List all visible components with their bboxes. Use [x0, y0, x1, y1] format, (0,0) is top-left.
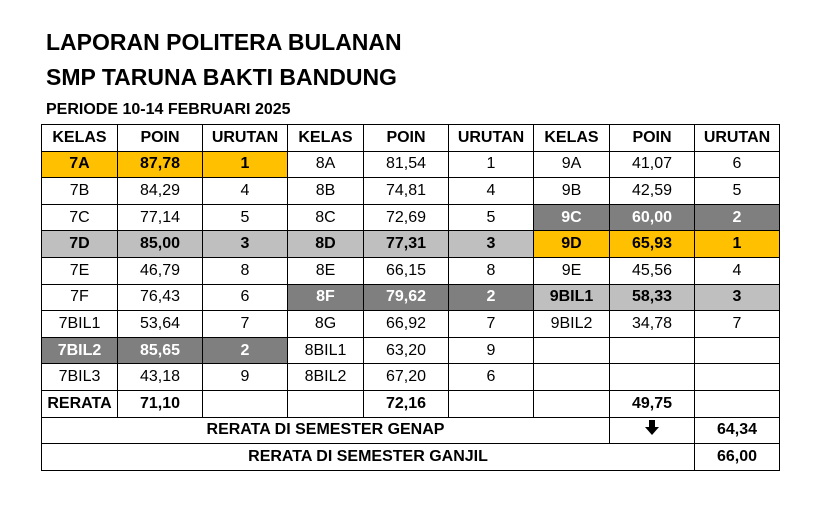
grade9-points-cell: 34,78	[610, 311, 695, 338]
grade8-rank-cell: 6	[449, 364, 534, 391]
grade7-rank-cell: 1	[203, 151, 288, 178]
grade7-points-cell: 76,43	[118, 284, 203, 311]
semester-genap-value: 64,34	[695, 417, 780, 444]
grade9-rank-cell: 4	[695, 257, 780, 284]
average-grade9: 49,75	[610, 390, 695, 417]
grade7-rank-cell: 8	[203, 257, 288, 284]
grade8-class-cell: 8B	[288, 178, 364, 205]
grade7-class-cell: 7F	[42, 284, 118, 311]
average-grade7: 71,10	[118, 390, 203, 417]
grade8-points-cell: 79,62	[364, 284, 449, 311]
table-row	[42, 257, 780, 284]
grade9-points-cell: 41,07	[610, 151, 695, 178]
grade7-points-cell: 84,29	[118, 178, 203, 205]
grade9-rank-cell	[695, 337, 780, 364]
header-poin: POIN	[118, 125, 203, 152]
arrow-down-icon	[645, 420, 659, 440]
grade8-class-cell: 8BIL2	[288, 364, 364, 391]
grade8-points-cell: 81,54	[364, 151, 449, 178]
table-row	[42, 151, 780, 178]
table-row	[42, 364, 780, 391]
grade8-class-cell: 8BIL1	[288, 337, 364, 364]
header-poin: POIN	[610, 125, 695, 152]
grade7-class-cell: 7E	[42, 257, 118, 284]
grade7-rank-cell: 9	[203, 364, 288, 391]
empty-cell	[449, 390, 534, 417]
grade9-class-cell: 9B	[534, 178, 610, 205]
grade8-points-cell: 66,92	[364, 311, 449, 338]
grade8-class-cell: 8D	[288, 231, 364, 258]
semester-ganjil-value: 66,00	[695, 444, 780, 471]
grade7-rank-cell: 3	[203, 231, 288, 258]
grade9-class-cell: 9E	[534, 257, 610, 284]
grade7-rank-cell: 5	[203, 204, 288, 231]
grade9-class-cell	[534, 364, 610, 391]
grade9-rank-cell: 3	[695, 284, 780, 311]
grade9-rank-cell: 1	[695, 231, 780, 258]
grade8-class-cell: 8G	[288, 311, 364, 338]
grade7-points-cell: 85,65	[118, 337, 203, 364]
grade9-class-cell: 9BIL1	[534, 284, 610, 311]
grade7-rank-cell: 6	[203, 284, 288, 311]
grade7-class-cell: 7A	[42, 151, 118, 178]
table-row	[42, 311, 780, 338]
average-grade8: 72,16	[364, 390, 449, 417]
grade9-rank-cell: 5	[695, 178, 780, 205]
grade8-rank-cell: 3	[449, 231, 534, 258]
grade7-rank-cell: 7	[203, 311, 288, 338]
grade7-class-cell: 7C	[42, 204, 118, 231]
grade8-rank-cell: 9	[449, 337, 534, 364]
grade7-rank-cell: 4	[203, 178, 288, 205]
grade9-points-cell	[610, 364, 695, 391]
grade7-class-cell: 7BIL1	[42, 311, 118, 338]
average-label: RERATA	[42, 390, 118, 417]
header-kelas: KELAS	[534, 125, 610, 152]
grade7-points-cell: 46,79	[118, 257, 203, 284]
grade8-points-cell: 72,69	[364, 204, 449, 231]
grade8-class-cell: 8A	[288, 151, 364, 178]
report-period: PERIODE 10-14 FEBRUARI 2025	[46, 101, 291, 118]
header-urutan: URUTAN	[449, 125, 534, 152]
grade8-points-cell: 63,20	[364, 337, 449, 364]
grade7-rank-cell: 2	[203, 337, 288, 364]
grade8-rank-cell: 8	[449, 257, 534, 284]
ranking-table	[41, 124, 780, 471]
grade7-class-cell: 7D	[42, 231, 118, 258]
grade8-rank-cell: 2	[449, 284, 534, 311]
empty-cell	[695, 390, 780, 417]
grade9-points-cell: 45,56	[610, 257, 695, 284]
grade8-class-cell: 8C	[288, 204, 364, 231]
grade8-rank-cell: 7	[449, 311, 534, 338]
header-urutan: URUTAN	[695, 125, 780, 152]
grade8-points-cell: 66,15	[364, 257, 449, 284]
grade8-class-cell: 8E	[288, 257, 364, 284]
grade9-rank-cell	[695, 364, 780, 391]
header-poin: POIN	[364, 125, 449, 152]
semester-ganjil-row	[42, 444, 780, 471]
grade7-class-cell: 7BIL2	[42, 337, 118, 364]
grade9-class-cell: 9BIL2	[534, 311, 610, 338]
grade9-class-cell: 9D	[534, 231, 610, 258]
semester-ganjil-label: RERATA DI SEMESTER GANJIL	[42, 444, 695, 471]
semester-genap-label: RERATA DI SEMESTER GENAP	[42, 417, 610, 444]
table-row	[42, 204, 780, 231]
empty-cell	[288, 390, 364, 417]
grade9-rank-cell: 2	[695, 204, 780, 231]
grade9-points-cell	[610, 337, 695, 364]
grade7-points-cell: 87,78	[118, 151, 203, 178]
grade8-rank-cell: 4	[449, 178, 534, 205]
grade8-points-cell: 67,20	[364, 364, 449, 391]
grade7-points-cell: 85,00	[118, 231, 203, 258]
table-row	[42, 231, 780, 258]
grade8-points-cell: 77,31	[364, 231, 449, 258]
school-name: SMP TARUNA BAKTI BANDUNG	[46, 64, 397, 90]
empty-cell	[534, 390, 610, 417]
grade8-rank-cell: 5	[449, 204, 534, 231]
table-row	[42, 178, 780, 205]
grade7-points-cell: 77,14	[118, 204, 203, 231]
average-row	[42, 390, 780, 417]
grade9-rank-cell: 7	[695, 311, 780, 338]
grade9-points-cell: 42,59	[610, 178, 695, 205]
report-title: LAPORAN POLITERA BULANAN	[46, 29, 402, 55]
header-kelas: KELAS	[288, 125, 364, 152]
header-row	[42, 125, 780, 152]
grade7-points-cell: 53,64	[118, 311, 203, 338]
grade7-class-cell: 7BIL3	[42, 364, 118, 391]
grade9-points-cell: 58,33	[610, 284, 695, 311]
grade9-points-cell: 65,93	[610, 231, 695, 258]
header-urutan: URUTAN	[203, 125, 288, 152]
grade7-points-cell: 43,18	[118, 364, 203, 391]
grade9-class-cell: 9A	[534, 151, 610, 178]
table-row	[42, 337, 780, 364]
table-row	[42, 284, 780, 311]
grade9-points-cell: 60,00	[610, 204, 695, 231]
grade9-rank-cell: 6	[695, 151, 780, 178]
grade9-class-cell	[534, 337, 610, 364]
grade8-class-cell: 8F	[288, 284, 364, 311]
header-kelas: KELAS	[42, 125, 118, 152]
grade9-class-cell: 9C	[534, 204, 610, 231]
grade7-class-cell: 7B	[42, 178, 118, 205]
grade8-points-cell: 74,81	[364, 178, 449, 205]
semester-genap-row	[42, 417, 780, 444]
grade8-rank-cell: 1	[449, 151, 534, 178]
empty-cell	[203, 390, 288, 417]
trend-cell	[610, 417, 695, 444]
